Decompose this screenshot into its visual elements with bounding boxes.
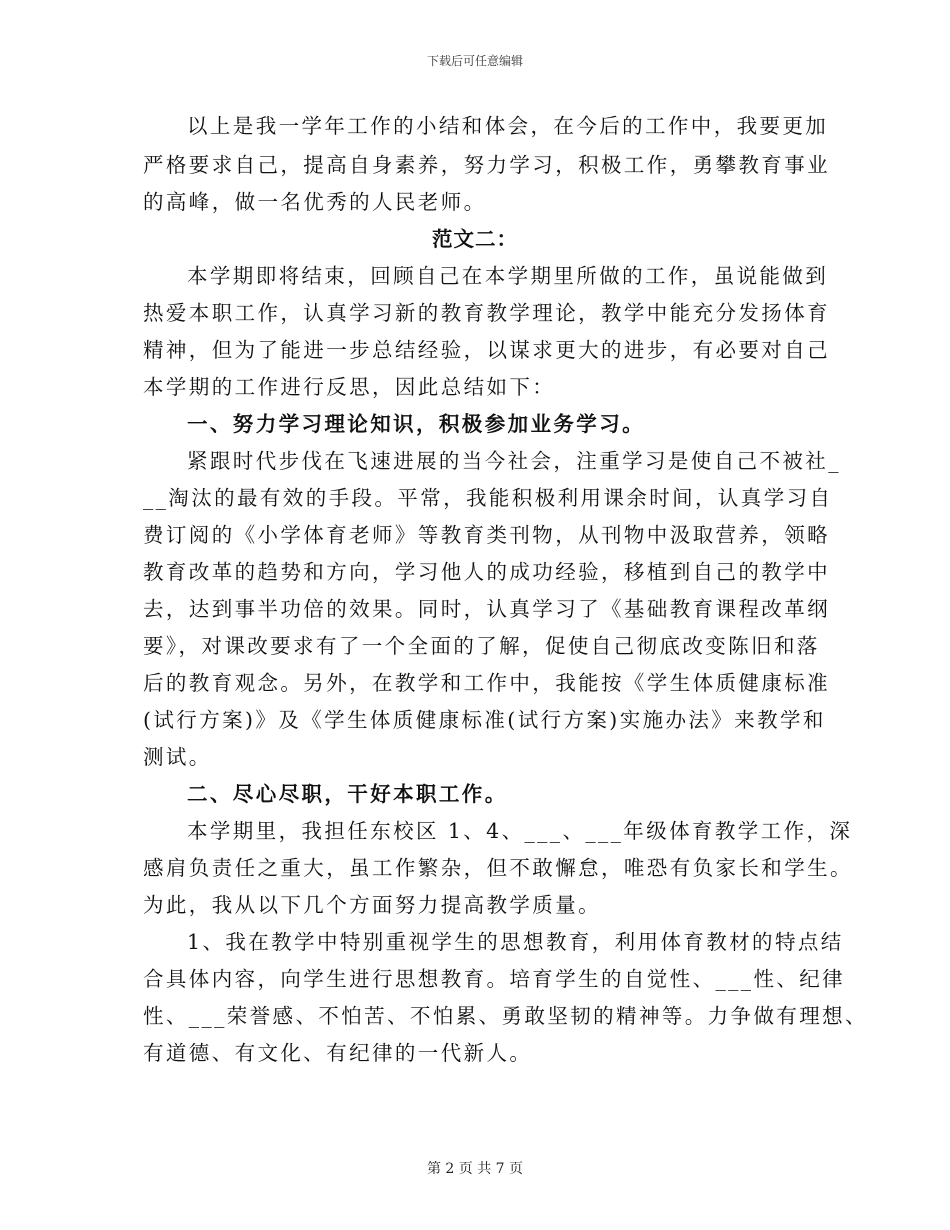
body-line: 为此，我从以下几个方面努力提高教学质量。 <box>143 893 601 917</box>
body-line: 费订阅的《小学体育老师》等教育类刊物，从刊物中汲取营养，领略 <box>143 523 830 547</box>
body-line: 要》，对课改要求有了一个全面的了解，促使自己彻底改变陈旧和落 <box>143 634 820 658</box>
body-line: __淘汰的最有效的手段。平常，我能积极利用课余时间，认真学习自 <box>143 486 833 510</box>
section-heading: 一、努力学习理论知识，积极参加业务学习。 <box>187 412 645 436</box>
body-line: 热爱本职工作，认真学习新的教育教学理论，教学中能充分发扬体育 <box>143 301 830 325</box>
body-line: 1、我在教学中特别重视学生的思想教育，利用体育教材的特点结 <box>187 930 844 954</box>
body-line: (试行方案)》及《学生体质健康标准(试行方案)实施办法》来教学和 <box>143 708 826 732</box>
body-line: 本学期即将结束，回顾自己在本学期里所做的工作，虽说能做到 <box>187 264 829 288</box>
body-line: 测试。 <box>143 745 212 769</box>
body-line: 本学期的工作进行反思，因此总结如下： <box>143 375 556 399</box>
body-line: 紧跟时代步伐在飞速进展的当今社会，注重学习是使自己不被社_ <box>187 449 841 473</box>
body-line: 有道德、有文化、有纪律的一代新人。 <box>143 1041 533 1065</box>
body-line: 精神，但为了能进一步总结经验，以谋求更大的进步，有必要对自己 <box>143 338 830 362</box>
body-line: 感肩负责任之重大，虽工作繁杂，但不敢懈怠，唯恐有负家长和学生。 <box>143 856 853 880</box>
body-line: 的高峰，做一名优秀的人民老师。 <box>143 190 487 214</box>
body-line: 本学期里，我担任东校区 1、4、___、___年级体育教学工作，深 <box>187 819 853 843</box>
body-line: 严格要求自己，提高自身素养，努力学习，积极工作，勇攀教育事业 <box>143 153 830 177</box>
page-footer: 第 2 页 共 7 页 <box>426 1161 524 1177</box>
body-line: 性、___荣誉感、不怕苦、不怕累、勇敢坚韧的精神等。力争做有理想、 <box>143 1004 868 1028</box>
body-line: 以上是我一学年工作的小结和体会，在今后的工作中，我要更加 <box>187 114 829 138</box>
page-header: 下载后可任意编辑 <box>426 54 523 68</box>
section-heading: 二、尽心尽职，干好本职工作。 <box>187 782 508 806</box>
body-line: 教育改革的趋势和方向，学习他人的成功经验，移植到自己的教学中 <box>143 560 830 584</box>
body-line: 去，达到事半功倍的效果。同时，认真学习了《基础教育课程改革纲 <box>143 597 830 621</box>
body-line: 后的教育观念。另外，在教学和工作中，我能按《学生体质健康标准 <box>143 671 830 695</box>
body-line: 合具体内容，向学生进行思想教育。培育学生的自觉性、___性、纪律 <box>143 967 846 991</box>
section-title: 范文二： <box>432 227 518 251</box>
